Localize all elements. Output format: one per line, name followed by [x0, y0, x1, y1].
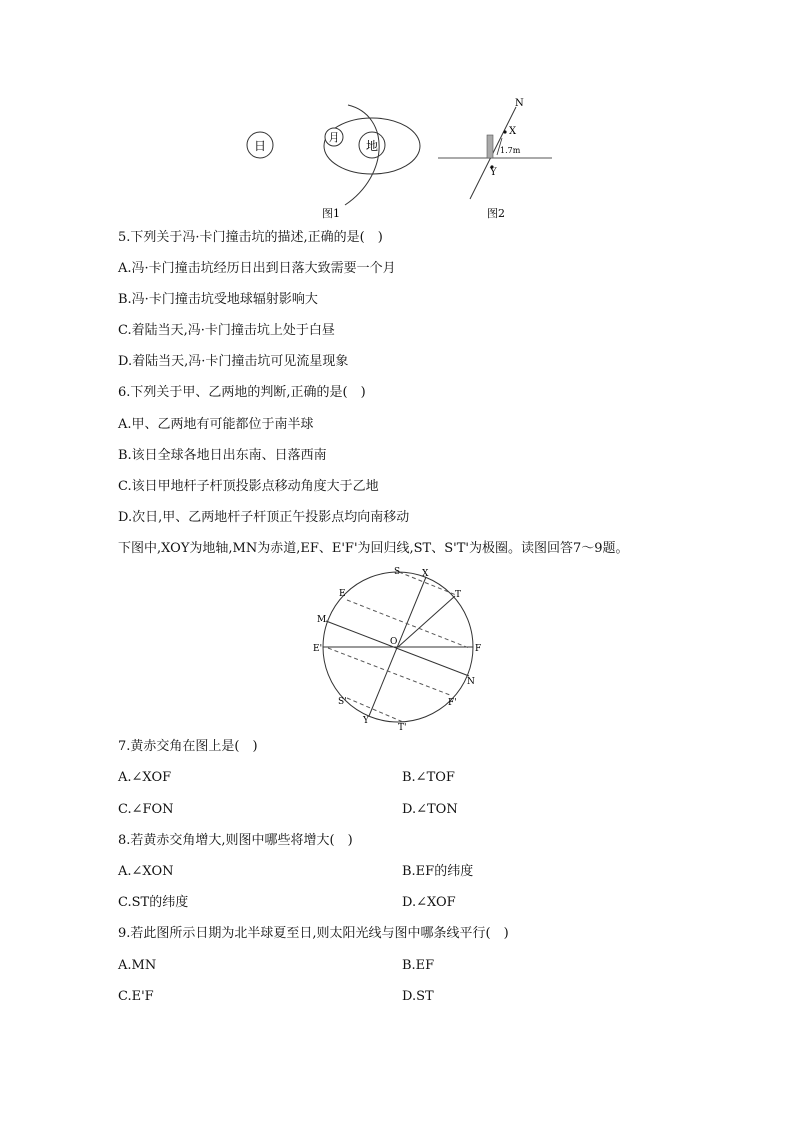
fig2-caption: 图2 [487, 207, 505, 220]
intro-text: 下图中,XOY为地轴,MN为赤道,EF、E'F'为回归线,ST、S'T'为极圈。读图回答7～9题。 [118, 541, 629, 556]
q9-option-a: A.MN [118, 958, 157, 973]
label-x: X [422, 569, 429, 579]
q6-option-d: D.次日,甲、乙两地杆子杆顶正午投影点均向南移动 [118, 510, 410, 525]
q5-stem: 5.下列关于冯·卡门撞击坑的描述,正确的是( ) [118, 230, 383, 245]
q6-option-b: B.该日全球各地日出东南、日落西南 [118, 448, 327, 463]
figure-2 [436, 95, 556, 223]
q6-stem: 6.下列关于甲、乙两地的判断,正确的是( ) [118, 385, 366, 400]
label-t2: T' [398, 723, 407, 733]
q7-option-a: A.∠XOF [118, 770, 172, 785]
q9-option-b: B.EF [402, 958, 435, 973]
length-label: 1.7m [500, 146, 521, 155]
moon-label: 月 [328, 131, 340, 144]
label-o: O [390, 637, 398, 647]
q9-option-c: C.E'F [118, 989, 154, 1004]
q8-option-b: B.EF的纬度 [402, 864, 474, 879]
label-e: E [339, 589, 346, 599]
q7-option-c: C.∠FON [118, 802, 174, 817]
dashed-ef [347, 600, 469, 648]
x-label: X [509, 126, 517, 137]
q7-option-d: D.∠TON [402, 802, 458, 817]
q7-stem: 7.黄赤交角在图上是( ) [118, 739, 258, 754]
label-f2: F' [448, 698, 457, 708]
label-t: T [455, 590, 462, 600]
earth-label: 地 [365, 139, 379, 153]
line-mn [326, 621, 469, 676]
dashed-e2f2 [328, 648, 450, 695]
q5-option-c: C.着陆当天,冯·卡门撞击坑上处于白昼 [118, 323, 335, 338]
label-s2: S' [338, 697, 347, 707]
q5-option-b: B.冯·卡门撞击坑受地球辐射影响大 [118, 292, 318, 307]
q5-option-d: D.着陆当天,冯·卡门撞击坑可见流星现象 [118, 354, 349, 369]
q5-option-a: A.冯·卡门撞击坑经历日出到日落大致需要一个月 [118, 261, 396, 276]
y-label: Y [490, 167, 497, 178]
terminator-curve [345, 105, 379, 205]
q8-option-d: D.∠XOF [402, 895, 456, 910]
fig1-caption: 图1 [322, 207, 340, 220]
q6-option-a: A.甲、乙两地有可能都位于南半球 [118, 417, 314, 432]
q9-stem: 9.若此图所示日期为北半球夏至日,则太阳光线与图中哪条线平行( ) [118, 926, 509, 941]
q9-option-d: D.ST [402, 989, 434, 1004]
label-m: M [317, 615, 327, 625]
pole-bar [487, 135, 493, 158]
q8-option-c: C.ST的纬度 [118, 895, 189, 910]
sun-label: 日 [253, 139, 267, 153]
point-x [503, 130, 506, 133]
label-s: S [394, 567, 401, 577]
label-e2: E' [313, 644, 323, 654]
label-n: N [467, 677, 475, 687]
q6-option-c: C.该日甲地杆子杆顶投影点移动角度大于乙地 [118, 479, 379, 494]
figure-1 [230, 95, 430, 223]
north-label: N [515, 98, 524, 109]
label-f: F [475, 644, 482, 654]
q8-option-a: A.∠XON [118, 864, 174, 879]
label-y: Y [363, 716, 369, 726]
q7-option-b: B.∠TOF [402, 770, 455, 785]
q8-stem: 8.若黄赤交角增大,则图中哪些将增大( ) [118, 833, 353, 848]
figure-3 [314, 564, 486, 734]
